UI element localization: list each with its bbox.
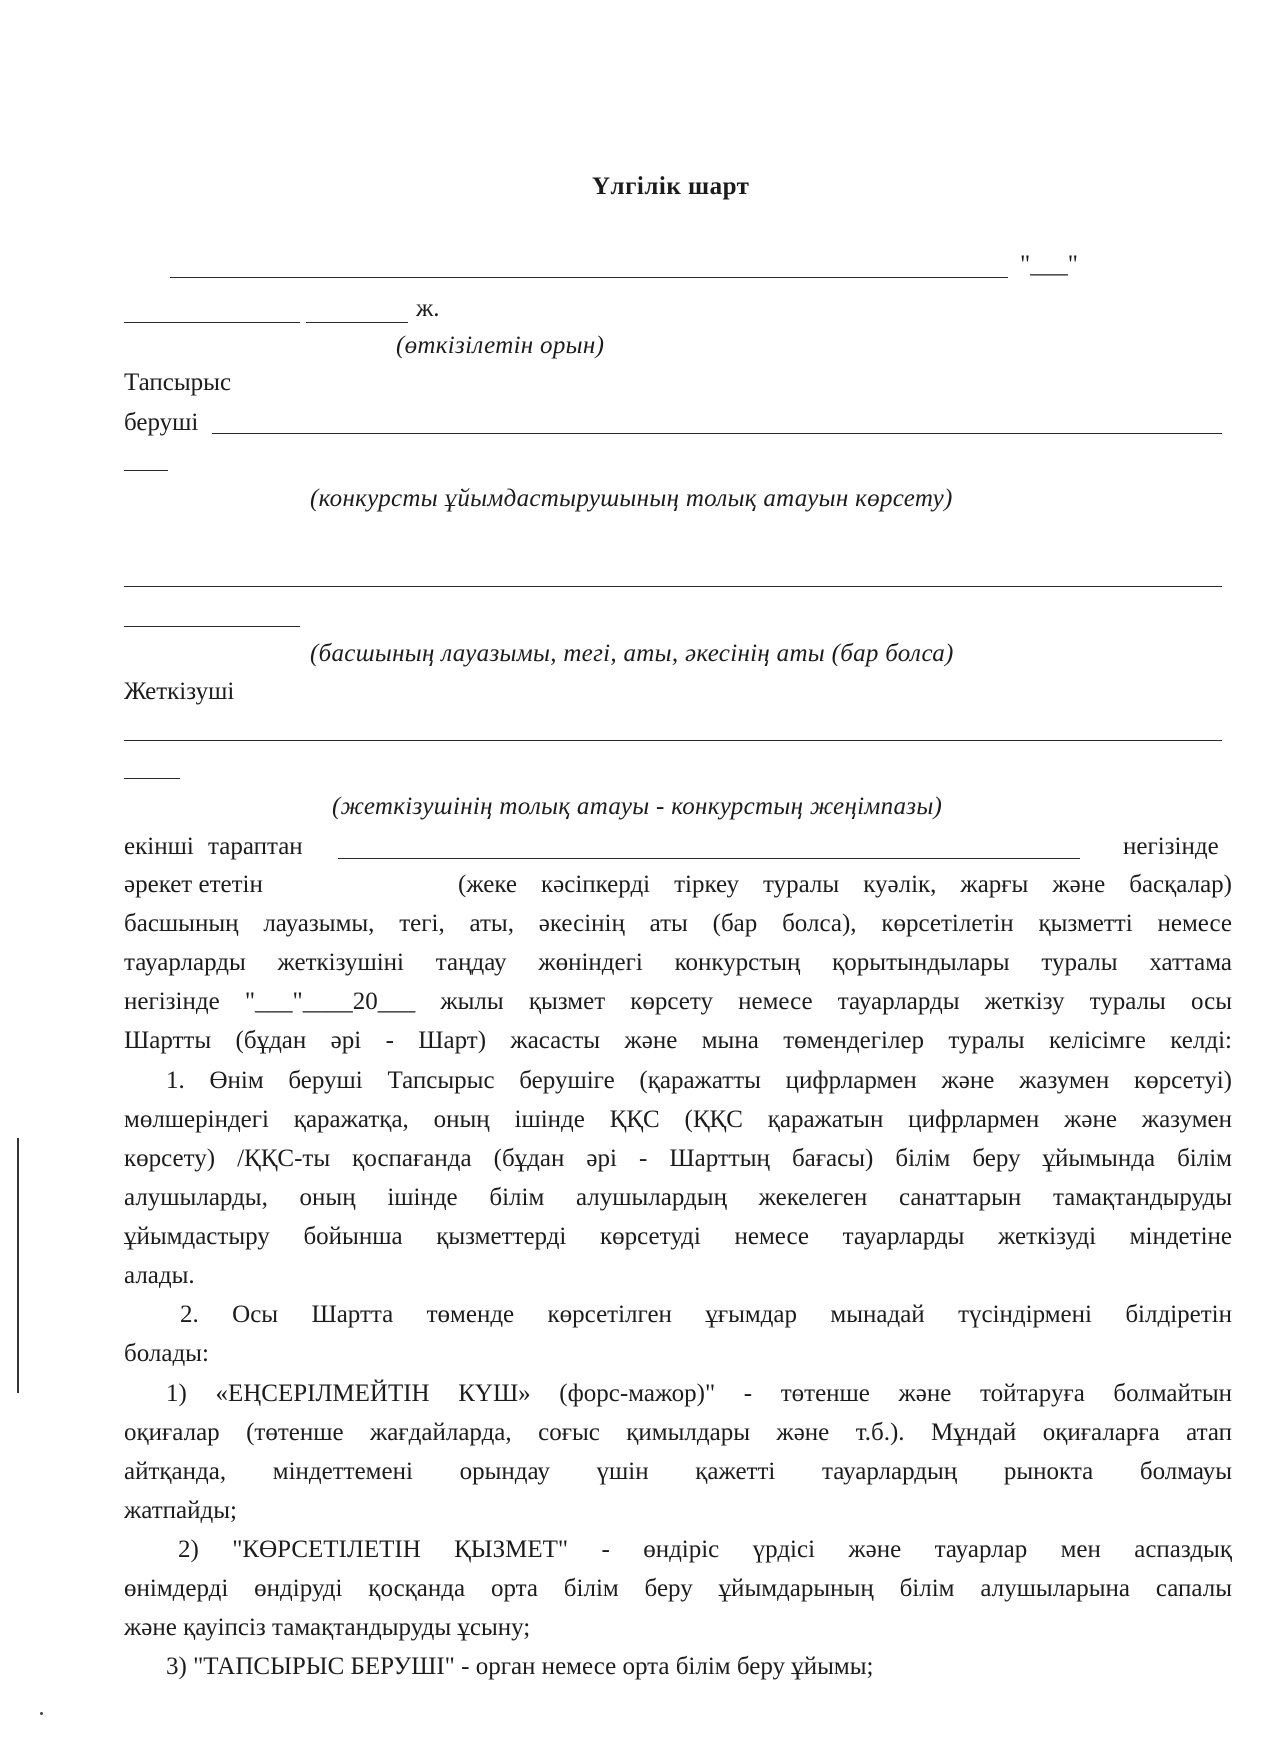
intro-line4: тауарларды жеткізушіні таңдау жөніндегі конкурстың қорытындылары туралы хаттама [124, 949, 1232, 976]
intro-line1-start: екінші тараптан [124, 833, 303, 860]
def2-line2: өнімдерді өндіруді қосқанда орта білім беру ұйымдарының білім алушыларына сапалы [124, 1575, 1232, 1602]
customer-name-caption: (конкурсты ұйымдастырушының толық атауын көрсету) [310, 485, 953, 512]
date-quote-mark: "___" [1020, 251, 1078, 278]
intro-line2-start: әрекет ететін [124, 871, 263, 898]
customer-label-line2: беруші [124, 409, 199, 436]
def1-line1: 1) «ЕҢСЕРІЛМЕЙТІН КҮШ» (форс-мажор)" - төтенше және тойтаруға болмайтын [166, 1380, 1232, 1407]
clause1-line4: алушыларды, оның ішінде білім алушылардың жекелеген санаттарын тамақтандыруды [124, 1184, 1232, 1211]
clause1-line2: мөлшеріндегі қаражатқа, оның ішінде ҚҚС (ҚҚС қаражатын цифрлармен және жазумен [124, 1106, 1232, 1133]
intro-line6: Шартты (бұдан әрі - Шарт) жасасты және мына төмендегілер туралы келісімге келді: [124, 1027, 1232, 1054]
customer-name-line [212, 433, 1222, 434]
scan-dot [40, 1712, 43, 1715]
intro-line3: басшының лауазымы, тегі, аты, әкесінің аты (бар болса), көрсетілетін қызметті немесе [124, 910, 1232, 937]
intro-line5: негізінде "___"____20___ жылы қызмет көрсету немесе тауарларды жеткізу туралы осы [124, 988, 1232, 1015]
place-caption: (өткізілетін орын) [396, 332, 605, 359]
year-suffix: ж. [416, 295, 440, 322]
supplier-label: Жеткізуші [124, 678, 235, 705]
customer-head-line [124, 586, 1222, 587]
date-blank-1 [124, 322, 300, 323]
date-blank-2 [306, 322, 408, 323]
def2-line1: 2) "КӨРСЕТІЛЕТІН ҚЫЗМЕТ" - өндіріс үрдісі және тауарлар мен аспаздық [178, 1536, 1232, 1563]
clause1-line3: көрсету) /ҚҚС-ты қоспағанда (бұдан әрі - Шарттың бағасы) білім беру ұйымында білім [124, 1145, 1232, 1172]
scan-margin-line [17, 1138, 19, 1393]
customer-head-line-cont [124, 626, 300, 627]
customer-head-caption: (басшының лауазымы, тегі, аты, әкесінің аты (бар болса) [310, 640, 954, 667]
clause1-line1: 1. Өнім беруші Тапсырыс берушіге (қаражатты цифрлармен және жазумен көрсетуі) [166, 1067, 1232, 1094]
clause2-line1: 2. Осы Шартта төменде көрсетілген ұғымдар мынадай түсіндірмені білдіретін [180, 1301, 1232, 1328]
customer-label-line1: Тапсырыс [124, 369, 232, 396]
place-blank-line [170, 277, 1008, 278]
supplier-name-line-cont [124, 778, 180, 779]
intro-line2-end: (жеке кәсіпкерді тіркеу туралы куәлік, жарғы және басқалар) [458, 871, 1232, 898]
intro-line1-end: негізінде [1123, 833, 1219, 860]
customer-name-line-cont [124, 470, 168, 471]
clause1-line6: алады. [124, 1262, 195, 1289]
def3-line: 3) "ТАПСЫРЫС БЕРУШІ" - орган немесе орта білім беру ұйымы; [166, 1653, 874, 1680]
clause2-line2: болады: [124, 1340, 209, 1367]
def1-line2: оқиғалар (төтенше жағдайларда, соғыс қимылдары және т.б.). Мұндай оқиғаларға атап [124, 1419, 1232, 1446]
intro-basis-line [338, 858, 1080, 859]
clause1-line5: ұйымдастыру бойынша қызметтерді көрсетуді немесе тауарларды жеткізуді міндетіне [124, 1223, 1232, 1250]
def2-line3: және қауіпсіз тамақтандыруды ұсыну; [124, 1614, 531, 1641]
def1-line3: айтқанда, міндеттемені орындау үшін қажетті тауарлардың рынокта болмауы [124, 1458, 1232, 1485]
def1-line4: жатпайды; [124, 1497, 237, 1524]
supplier-caption: (жеткізушінің толық атауы - конкурстың жеңімпазы) [332, 793, 943, 820]
supplier-name-line [124, 740, 1222, 741]
document-title: Үлгілік шарт [592, 173, 750, 200]
